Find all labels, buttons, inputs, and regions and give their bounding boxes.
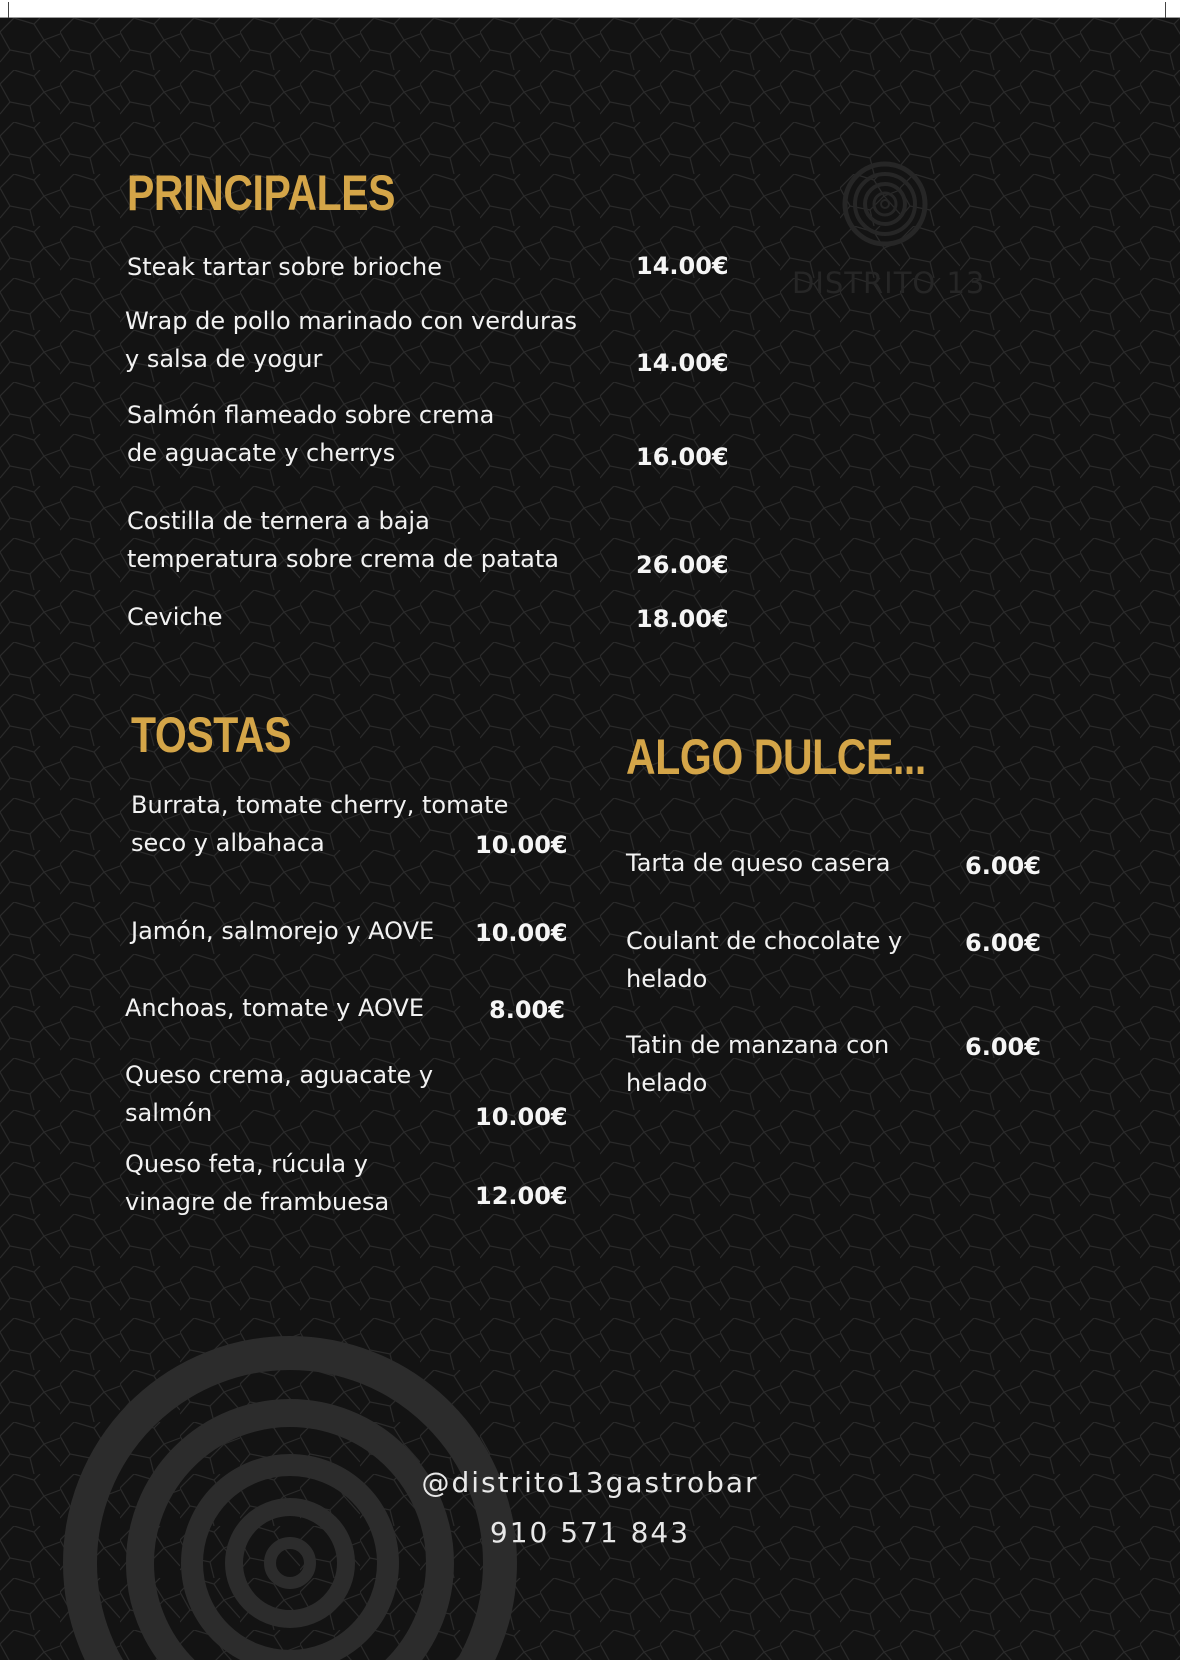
principales-item-price: 16.00€ [636,443,729,471]
principales-item-price: 14.00€ [636,252,729,280]
dulce-item-name: Tarta de queso casera [626,849,891,877]
tostas-item-price: 8.00€ [489,996,565,1024]
principales-title: PRINCIPALES [127,165,396,221]
principales-item-price: 18.00€ [636,605,729,633]
principales-item-price: 26.00€ [636,551,729,579]
tostas-item-name: Queso feta, rúcula y vinagre de frambuesa [125,1150,390,1216]
principales-item-name: Costilla de ternera a baja temperatura sobre crema de patata [127,507,559,573]
phone-number: 910 571 843 [489,1516,691,1549]
principales-item-name: Ceviche [127,603,223,631]
tostas-item-name: Jamón, salmorejo y AOVE [131,917,435,945]
tostas-item-name: Anchoas, tomate y AOVE [125,994,425,1022]
tostas-item-price: 10.00€ [475,831,568,859]
edge-mark-right [1165,2,1166,18]
decorative-circles-icon [80,1353,500,1660]
edge-mark-left [8,2,9,18]
dulce-item-name: Coulant de chocolate y helado [626,927,903,993]
tostas-item-name: Burrata, tomate cherry, tomate seco y albahaca [131,791,509,857]
tostas-item-name: Queso crema, aguacate y salmón [125,1061,434,1127]
dulce-item-name: Tatin de manzana con helado [626,1031,890,1097]
principales-item-price: 14.00€ [636,349,729,377]
tostas-item-price: 10.00€ [475,1103,568,1131]
tostas-item-price: 10.00€ [475,919,568,947]
menu-page [0,18,1180,1660]
dulce-item-price: 6.00€ [965,852,1041,880]
instagram-handle: @distrito13gastrobar [421,1466,759,1499]
principales-item-name: Salmón flameado sobre crema de aguacate y cherrys [127,401,495,467]
logo-text: DISTRITO 13 [792,266,986,300]
principales-item-name: Steak tartar sobre brioche [127,253,443,281]
principales-item-name: Wrap de pollo marinado con verduras y salsa de yogur [125,307,578,373]
window-top-edge [0,0,1180,18]
tostas-item-price: 12.00€ [475,1182,568,1210]
dulce-item-price: 6.00€ [965,929,1041,957]
dulce-title: ALGO DULCE... [626,729,926,785]
dulce-item-price: 6.00€ [965,1033,1041,1061]
tostas-title: TOSTAS [131,707,292,763]
